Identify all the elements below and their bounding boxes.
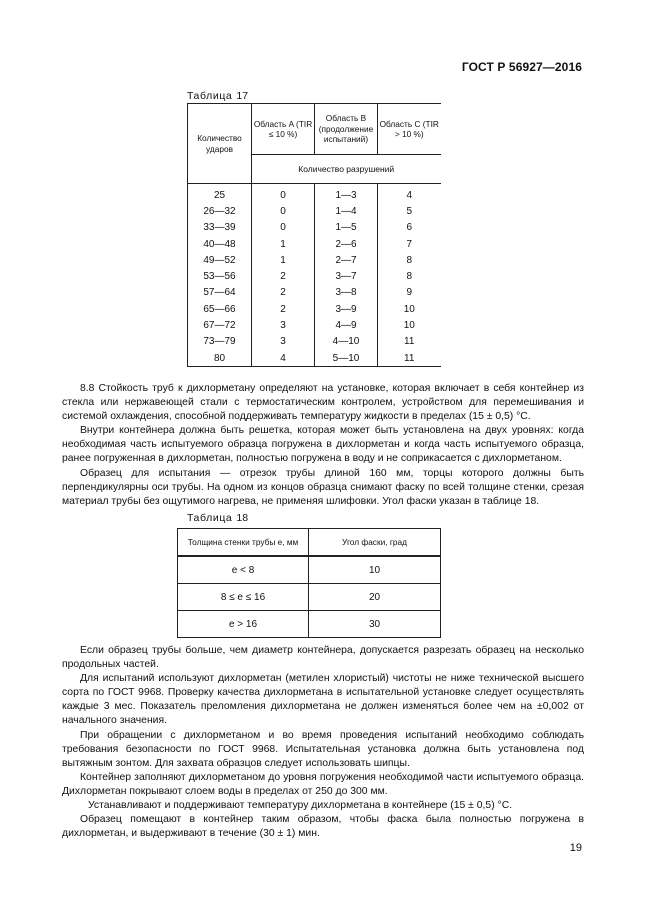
table-cell: 40—48 bbox=[188, 236, 252, 252]
table-cell: 57—64 bbox=[188, 285, 252, 301]
table-cell: 4 bbox=[252, 350, 315, 367]
table18-caption bbox=[187, 512, 248, 524]
table17-header-area-b: Область B (продолжение испытаний) bbox=[315, 104, 378, 155]
table-row bbox=[188, 317, 441, 333]
table-row bbox=[188, 203, 441, 219]
table-row bbox=[178, 556, 441, 584]
table17-body bbox=[188, 184, 441, 367]
table-cell: 8 ≤ e ≤ 16 bbox=[178, 584, 309, 611]
table-cell: 3—7 bbox=[315, 268, 378, 284]
table-cell: 2 bbox=[252, 285, 315, 301]
table-cell: 10 bbox=[378, 301, 441, 317]
table17-header-area-c: Область C (TIR > 10 %) bbox=[378, 104, 441, 155]
table-cell: 25 bbox=[188, 184, 252, 204]
table-cell: 1—3 bbox=[315, 184, 378, 204]
table17-caption-word: Таблица bbox=[187, 90, 233, 102]
paragraph: Образец для испытания — отрезок трубы длиной 160 мм, торцы которого должны быть перпендикулярны оси трубы. На одном из концов образца снимают фаску по всей толщине стенки, срезая материал трубы без ощутимого нагрева, не применяя шлифовки. Угол фаски указан в таблице 18. bbox=[62, 467, 584, 507]
table-cell: 26—32 bbox=[188, 203, 252, 219]
table-cell: 6 bbox=[378, 220, 441, 236]
table-cell: 30 bbox=[309, 611, 441, 638]
paragraph: Контейнер заполняют дихлорметаном до уровня погружения необходимой части испытуемого образца. Дихлорметан покрывают слоем воды в пределах от 250 до 300 мм. bbox=[62, 771, 584, 797]
text-block-after-table18 bbox=[62, 644, 584, 841]
table-row bbox=[188, 268, 441, 284]
table-cell: 8 bbox=[378, 252, 441, 268]
table-cell: 49—52 bbox=[188, 252, 252, 268]
table-row bbox=[188, 252, 441, 268]
table-row bbox=[188, 334, 441, 350]
table-cell: 7 bbox=[378, 236, 441, 252]
table17-header-area-a: Область A (TIR ≤ 10 %) bbox=[252, 104, 315, 155]
table-cell: 73—79 bbox=[188, 334, 252, 350]
table-cell: 5—10 bbox=[315, 350, 378, 367]
table-cell: 2—6 bbox=[315, 236, 378, 252]
table-row bbox=[188, 285, 441, 301]
table-cell: e < 8 bbox=[178, 556, 309, 584]
table18-header-wall-thickness: Толщина стенки трубы e, мм bbox=[178, 529, 309, 557]
table-cell: 33—39 bbox=[188, 220, 252, 236]
table-cell: 2 bbox=[252, 301, 315, 317]
table-cell: 5 bbox=[378, 203, 441, 219]
table-cell: 80 bbox=[188, 350, 252, 367]
table-cell: 1—5 bbox=[315, 220, 378, 236]
paragraph: Для испытаний используют дихлорметан (метилен хлористый) чистоты не ниже технической высшего сорта по ГОСТ 9968. Проверку качества дихлорметана в испытательной установке следует осуществлять каждые 3 мес. Показатель преломления дихлорметана не должен изменяться более чем на ±0,002 от начального значения. bbox=[62, 673, 584, 727]
paragraph: Внутри контейнера должна быть решетка, которая может быть установлена на двух уровнях: когда необходимая часть испытуемого образца погружена в дихлорметан и когда часть испытуемого образца, ранее погруженная в дихлорметан, полностью погружена в воду и не соприкасается с дихлорметаном. bbox=[62, 425, 584, 465]
table-cell: 1—4 bbox=[315, 203, 378, 219]
table-cell: 0 bbox=[252, 184, 315, 204]
table-cell: 11 bbox=[378, 350, 441, 367]
document-code: ГОСТ Р 56927—2016 bbox=[461, 60, 582, 74]
table-row bbox=[188, 184, 441, 204]
table17-caption-number: 17 bbox=[236, 90, 249, 102]
table-cell: 65—66 bbox=[188, 301, 252, 317]
table17-caption bbox=[187, 90, 248, 102]
paragraph: Устанавливают и поддерживают температуру дихлорметана в контейнере (15 ± 0,5) °C. bbox=[88, 800, 513, 812]
table-17 bbox=[187, 103, 441, 367]
table-cell: 9 bbox=[378, 285, 441, 301]
table-cell: 10 bbox=[309, 556, 441, 584]
table17-header-strikes: Количество ударов bbox=[188, 104, 252, 184]
table-cell: 1 bbox=[252, 236, 315, 252]
table-cell: 3 bbox=[252, 334, 315, 350]
text-block-before-table18 bbox=[62, 382, 584, 509]
table-cell: 2—7 bbox=[315, 252, 378, 268]
page-number: 19 bbox=[569, 842, 582, 854]
table18-caption-number: 18 bbox=[236, 512, 249, 524]
table-row bbox=[188, 236, 441, 252]
table-cell: 10 bbox=[378, 317, 441, 333]
table-row bbox=[178, 584, 441, 611]
table-cell: 0 bbox=[252, 203, 315, 219]
table-cell: 2 bbox=[252, 268, 315, 284]
table18-header-chamfer-angle: Угол фаски, град bbox=[309, 529, 441, 557]
table-cell: 53—56 bbox=[188, 268, 252, 284]
table-row bbox=[178, 611, 441, 638]
table-cell: 3 bbox=[252, 317, 315, 333]
table17-header-failures: Количество разрушений bbox=[252, 155, 441, 184]
table-cell: 8 bbox=[378, 268, 441, 284]
paragraph: Если образец трубы больше, чем диаметр контейнера, допускается разрезать образец на несколько продольных частей. bbox=[62, 645, 584, 671]
table-18 bbox=[177, 528, 441, 638]
table-cell: 4 bbox=[378, 184, 441, 204]
paragraph: 8.8 Стойкость труб к дихлорметану определяют на установке, которая включает в себя контейнер из стекла или нержавеющей стали с термостатическим контролем, устройством для перемешивания и системой охлаждения, способной поддерживать температуру жидкости в пределах (15 ± 0,5) °C. bbox=[62, 383, 584, 423]
table18-caption-word: Таблица bbox=[187, 512, 233, 524]
table-row bbox=[188, 301, 441, 317]
table-cell: 4—9 bbox=[315, 317, 378, 333]
table-row bbox=[188, 220, 441, 236]
table-cell: 1 bbox=[252, 252, 315, 268]
table18-body bbox=[178, 556, 441, 638]
paragraph: Образец помещают в контейнер таким образом, чтобы фаска была полностью погружена в дихлорметан, и выдерживают в течение (30 ± 1) мин. bbox=[62, 814, 584, 840]
table-row bbox=[188, 350, 441, 367]
table-cell: 4—10 bbox=[315, 334, 378, 350]
table-cell: 11 bbox=[378, 334, 441, 350]
table-cell: 20 bbox=[309, 584, 441, 611]
table-cell: e > 16 bbox=[178, 611, 309, 638]
table-cell: 0 bbox=[252, 220, 315, 236]
table-cell: 3—9 bbox=[315, 301, 378, 317]
table-cell: 3—8 bbox=[315, 285, 378, 301]
paragraph: При обращении с дихлорметаном и во время проведения испытаний необходимо соблюдать требования безопасности по ГОСТ 9968. Испытательная установка должна быть установлена под вытяжным зонтом. Для захвата образцов следует использовать шипцы. bbox=[62, 729, 584, 769]
table-cell: 67—72 bbox=[188, 317, 252, 333]
